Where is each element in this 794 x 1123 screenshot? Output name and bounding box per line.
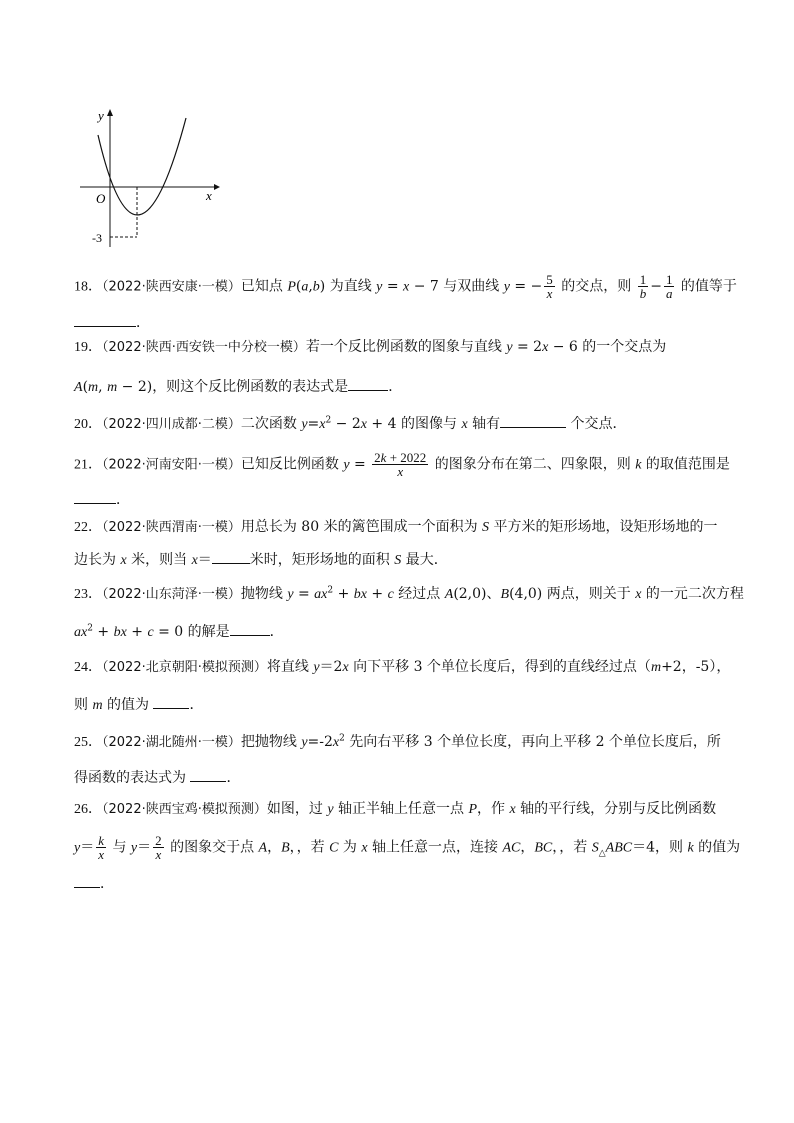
fraction-k-over-x: $\frac{k}{x}$ bbox=[98, 833, 104, 862]
question-24: 24．（2022·北京朝阳·模拟预测）将直线 y＝2x 向下平移 3 个单位长度后，得到的直线经过点（m+2，-5）， bbox=[74, 659, 731, 675]
fraction-1-over-b: $\frac{1}{b}$ bbox=[639, 272, 647, 301]
question-22-line2: 边长为 x 米，则当 x＝ 米时，矩形场地的面积 S 最大． bbox=[74, 549, 734, 571]
origin-label: O bbox=[96, 191, 106, 206]
answer-blank-20[interactable] bbox=[500, 413, 566, 428]
x-axis-label: x bbox=[206, 188, 212, 203]
question-25-line2: 得函数的表达式为 ． bbox=[74, 767, 734, 788]
question-19: 19．（2022·陕西·西安铁一中分校一模）若一个反比例函数的图象与直线 y = 2x − 6 的一个交点为 bbox=[74, 339, 667, 355]
question-24-line2: 则 m 的值为 ． bbox=[74, 694, 734, 716]
question-18-answer-line: ． bbox=[74, 312, 734, 333]
fraction-2k-2022-over-x: $\frac{2k + 2022}{x}$ bbox=[374, 450, 427, 479]
question-20: 20．（2022·四川成都·二模）二次函数 $y=x^2 - 2x + 4$ 的图像与 x 轴有 个交点． bbox=[74, 413, 734, 435]
answer-blank-26[interactable] bbox=[74, 873, 100, 888]
question-21-answer-line: ． bbox=[74, 489, 734, 510]
question-19-line2: A(m, m − 2)，则这个反比例函数的表达式是 ． bbox=[74, 376, 734, 398]
answer-blank-18[interactable] bbox=[74, 312, 136, 327]
question-26-answer-line: ． bbox=[74, 873, 734, 894]
answer-blank-21[interactable] bbox=[74, 489, 116, 504]
question-18: 18．（2022·陕西安康·一模）已知点 P(a,b) 为直线 y = x − 7 与双曲线 y = − $\frac{5}{x}$ 的交点，则 $\frac{1}{b}$ − $\frac{1}{a}$ 的值等于 bbox=[74, 272, 737, 301]
question-23: 23．（2022·山东菏泽·一模）抛物线 $y = ax^2$ + bx + c 经过点 A(2,0)、B(4,0) 两点，则关于 x 的一元二次方程 bbox=[74, 585, 744, 602]
fraction-2-over-x: $\frac{2}{x}$ bbox=[155, 833, 162, 862]
question-26: 26．（2022·陕西宝鸡·模拟预测）如图，过 y 轴正半轴上任意一点 P，作 x 轴的平行线，分别与反比例函数 bbox=[74, 801, 717, 817]
min-value-label: -3 bbox=[92, 231, 102, 245]
question-21: 21．（2022·河南安阳·一模）已知反比例函数 y = $\frac{2k + 2022}{x}$ 的图象分布在第二、四象限，则 k 的取值范围是 bbox=[74, 450, 730, 479]
answer-blank-23[interactable] bbox=[230, 621, 270, 636]
parabola-curve bbox=[98, 118, 186, 215]
y-axis-arrow bbox=[107, 109, 113, 116]
answer-blank-19[interactable] bbox=[348, 376, 388, 391]
y-axis-label: y bbox=[98, 108, 104, 123]
fraction-5-over-x: $\frac{5}{x}$ bbox=[546, 272, 553, 301]
parabola-graph bbox=[78, 104, 228, 249]
answer-blank-22[interactable] bbox=[212, 549, 250, 564]
fraction-1-over-a: $\frac{1}{a}$ bbox=[665, 272, 673, 301]
question-26-line2: y＝ $\frac{k}{x}$ 与 y＝ $\frac{2}{x}$ 的图象交于点 A，B，，若 C 为 x 轴上任意一点，连接 AC，BC，，若 $S_\triangle ABC=4$，则 k 的值为 bbox=[74, 833, 741, 862]
answer-blank-25[interactable] bbox=[190, 767, 226, 782]
x-axis-arrow bbox=[214, 184, 220, 190]
answer-blank-24[interactable] bbox=[153, 694, 189, 709]
question-22: 22．（2022·陕西渭南·一模）用总长为 80 米的篱笆围成一个面积为 S 平方米的矩形场地，设矩形场地的一 bbox=[74, 519, 718, 535]
question-25: 25．（2022·湖北随州·一模）把抛物线 $y=-2x^2$ 先向右平移 3 个单位长度，再向上平移 2 个单位长度后，所 bbox=[74, 733, 721, 750]
question-23-line2: $ax^2$ + bx + c = 0 的解是 ． bbox=[74, 621, 734, 643]
